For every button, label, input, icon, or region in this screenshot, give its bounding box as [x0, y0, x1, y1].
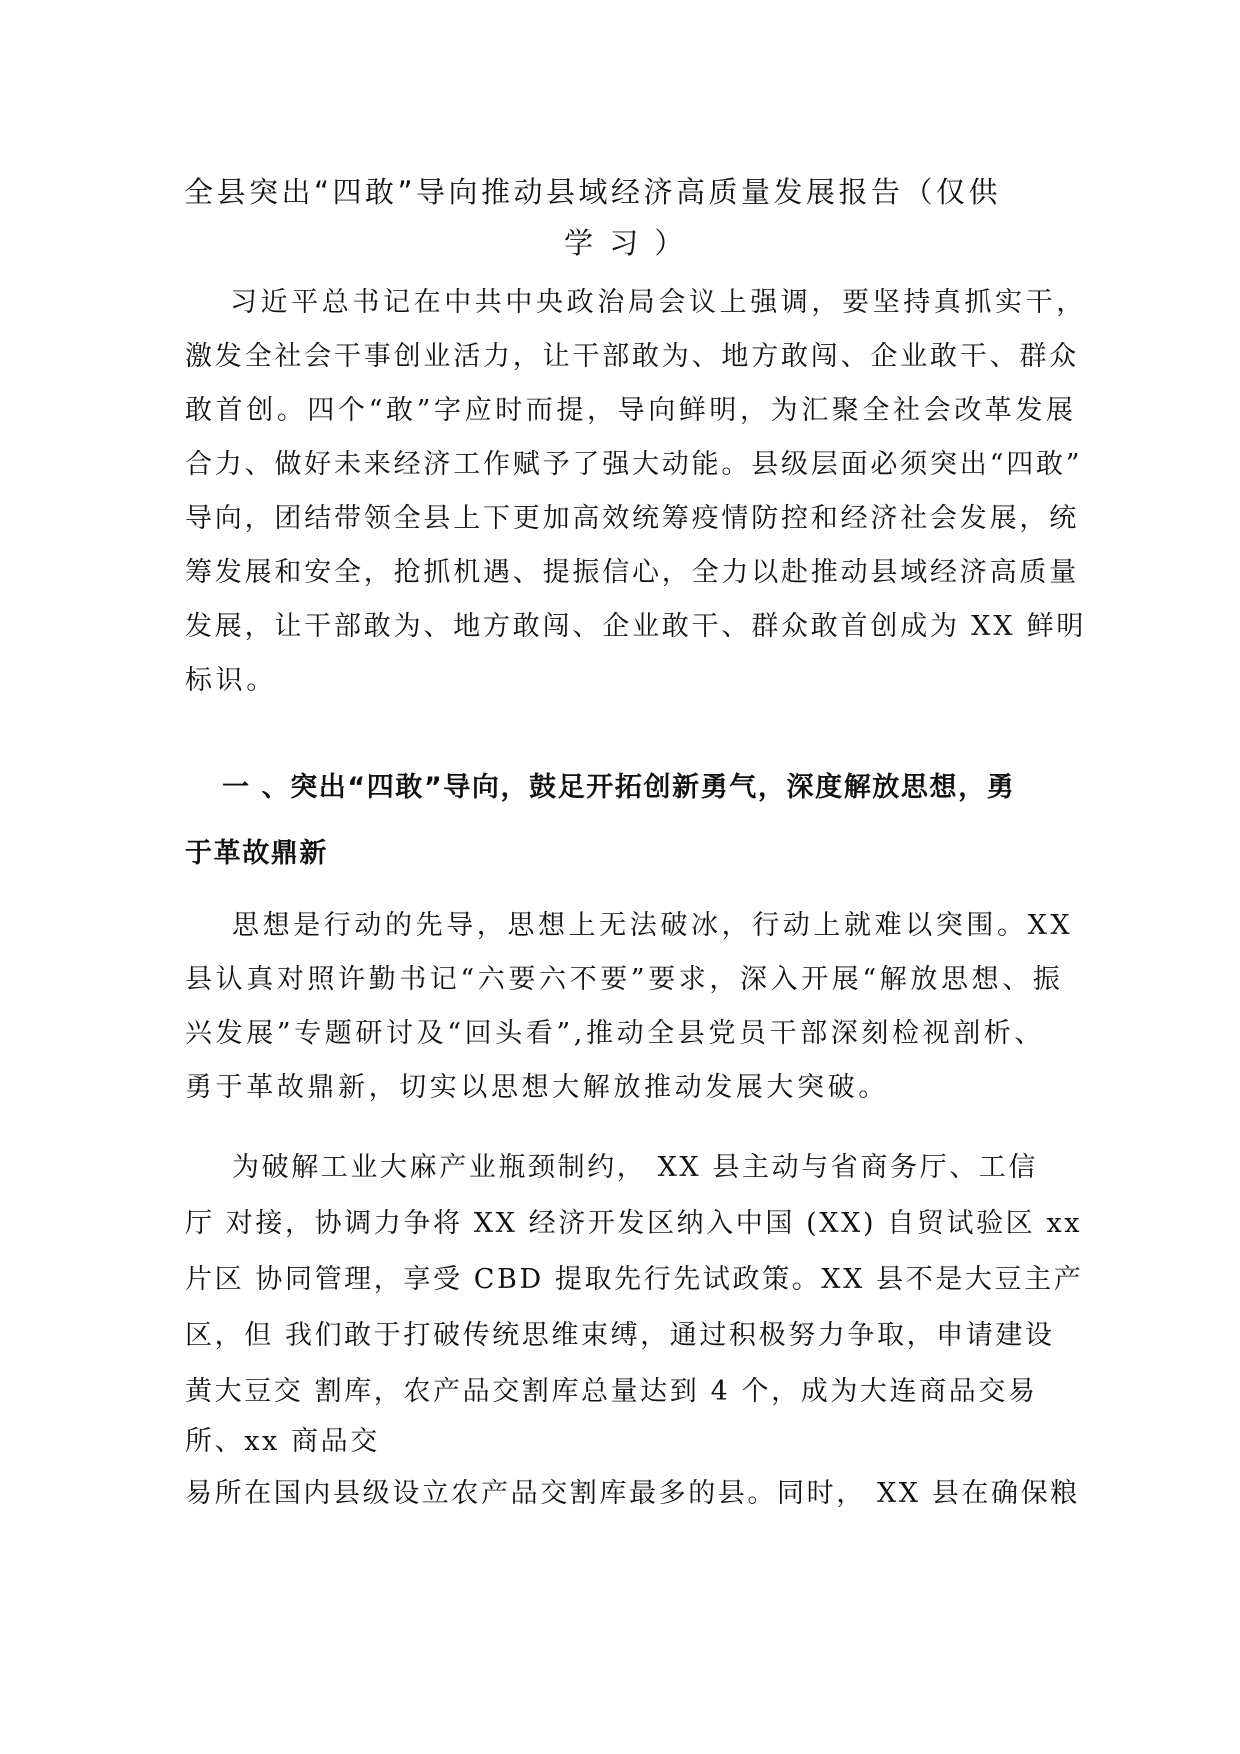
intro-paragraph-line: 发展，让干部敢为、地方敢闯、企业敢干、群众敢首创成为 XX 鲜明 [185, 611, 1087, 642]
intro-paragraph-line: 筹发展和安全，抢抓机遇、提振信心，全力以赴推动县域经济高质量 [185, 557, 1079, 588]
document-title-line-1: 全县突出“四敢”导向推动县域经济高质量发展报告（仅供 [184, 175, 1002, 209]
intro-paragraph-line: 合力、做好未来经济工作赋予了强大动能。县级层面必须突出“四敢” [185, 449, 1083, 480]
section-1-heading-line: 一 、突出“四敢”导向，鼓足开拓创新勇气，深度解放思想，勇 [222, 772, 1016, 803]
section-1-heading-line: 于革故鼎新 [185, 838, 328, 869]
section-1-paragraph-1-line: 思想是行动的先导，思想上无法破冰，行动上就难以突围。XX [232, 910, 1074, 941]
section-1-paragraph-2-line: 为破解工业大麻产业瓶颈制约， XX 县主动与省商务厅、工信 [232, 1152, 1039, 1183]
intro-paragraph-line: 导向，团结带领全县上下更加高效统筹疫情防控和经济社会发展，统 [185, 503, 1079, 534]
intro-paragraph-line: 激发全社会干事创业活力，让干部敢为、地方敢闯、企业敢干、群众 [185, 341, 1079, 372]
section-1-paragraph-2-line: 区，但 我们敢于打破传统思维束缚，通过积极努力争取，申请建设 [185, 1320, 1055, 1351]
intro-paragraph-line: 敢首创。四个“敢”字应时而提，导向鲜明，为汇聚全社会改革发展 [185, 395, 1077, 426]
section-1-paragraph-2-line: 厅 对接，协调力争将 XX 经济开发区纳入中国 (XX) 自贸试验区 xx [185, 1208, 1083, 1239]
section-1-paragraph-1-line: 兴发展”专题研讨及“回头看”,推动全县党员干部深刻检视剖析、 [185, 1018, 1045, 1049]
section-1-paragraph-1-line: 县认真对照许勤书记“六要六不要”要求，深入开展“解放思想、振 [185, 964, 1064, 995]
section-1-paragraph-1-line: 勇于革故鼎新，切实以思想大解放推动发展大突破。 [185, 1072, 889, 1103]
document-title-line-2: 学 习 ） [564, 226, 687, 260]
section-1-paragraph-2-line: 易所在国内县级设立农产品交割库最多的县。同时， XX 县在确保粮 [185, 1478, 1080, 1509]
intro-paragraph-line: 标识。 [185, 665, 277, 696]
section-1-paragraph-2-line: 所、xx 商品交 [185, 1426, 380, 1457]
section-1-paragraph-2-line: 黄大豆交 割库，农产品交割库总量达到 4 个，成为大连商品交易 [185, 1376, 1038, 1407]
section-1-paragraph-2-line: 片区 协同管理，享受 CBD 提取先行先试政策。XX 县不是大豆主产 [185, 1264, 1084, 1295]
intro-paragraph-line: 习近平总书记在中共中央政治局会议上强调，要坚持真抓实干， [230, 287, 1087, 318]
